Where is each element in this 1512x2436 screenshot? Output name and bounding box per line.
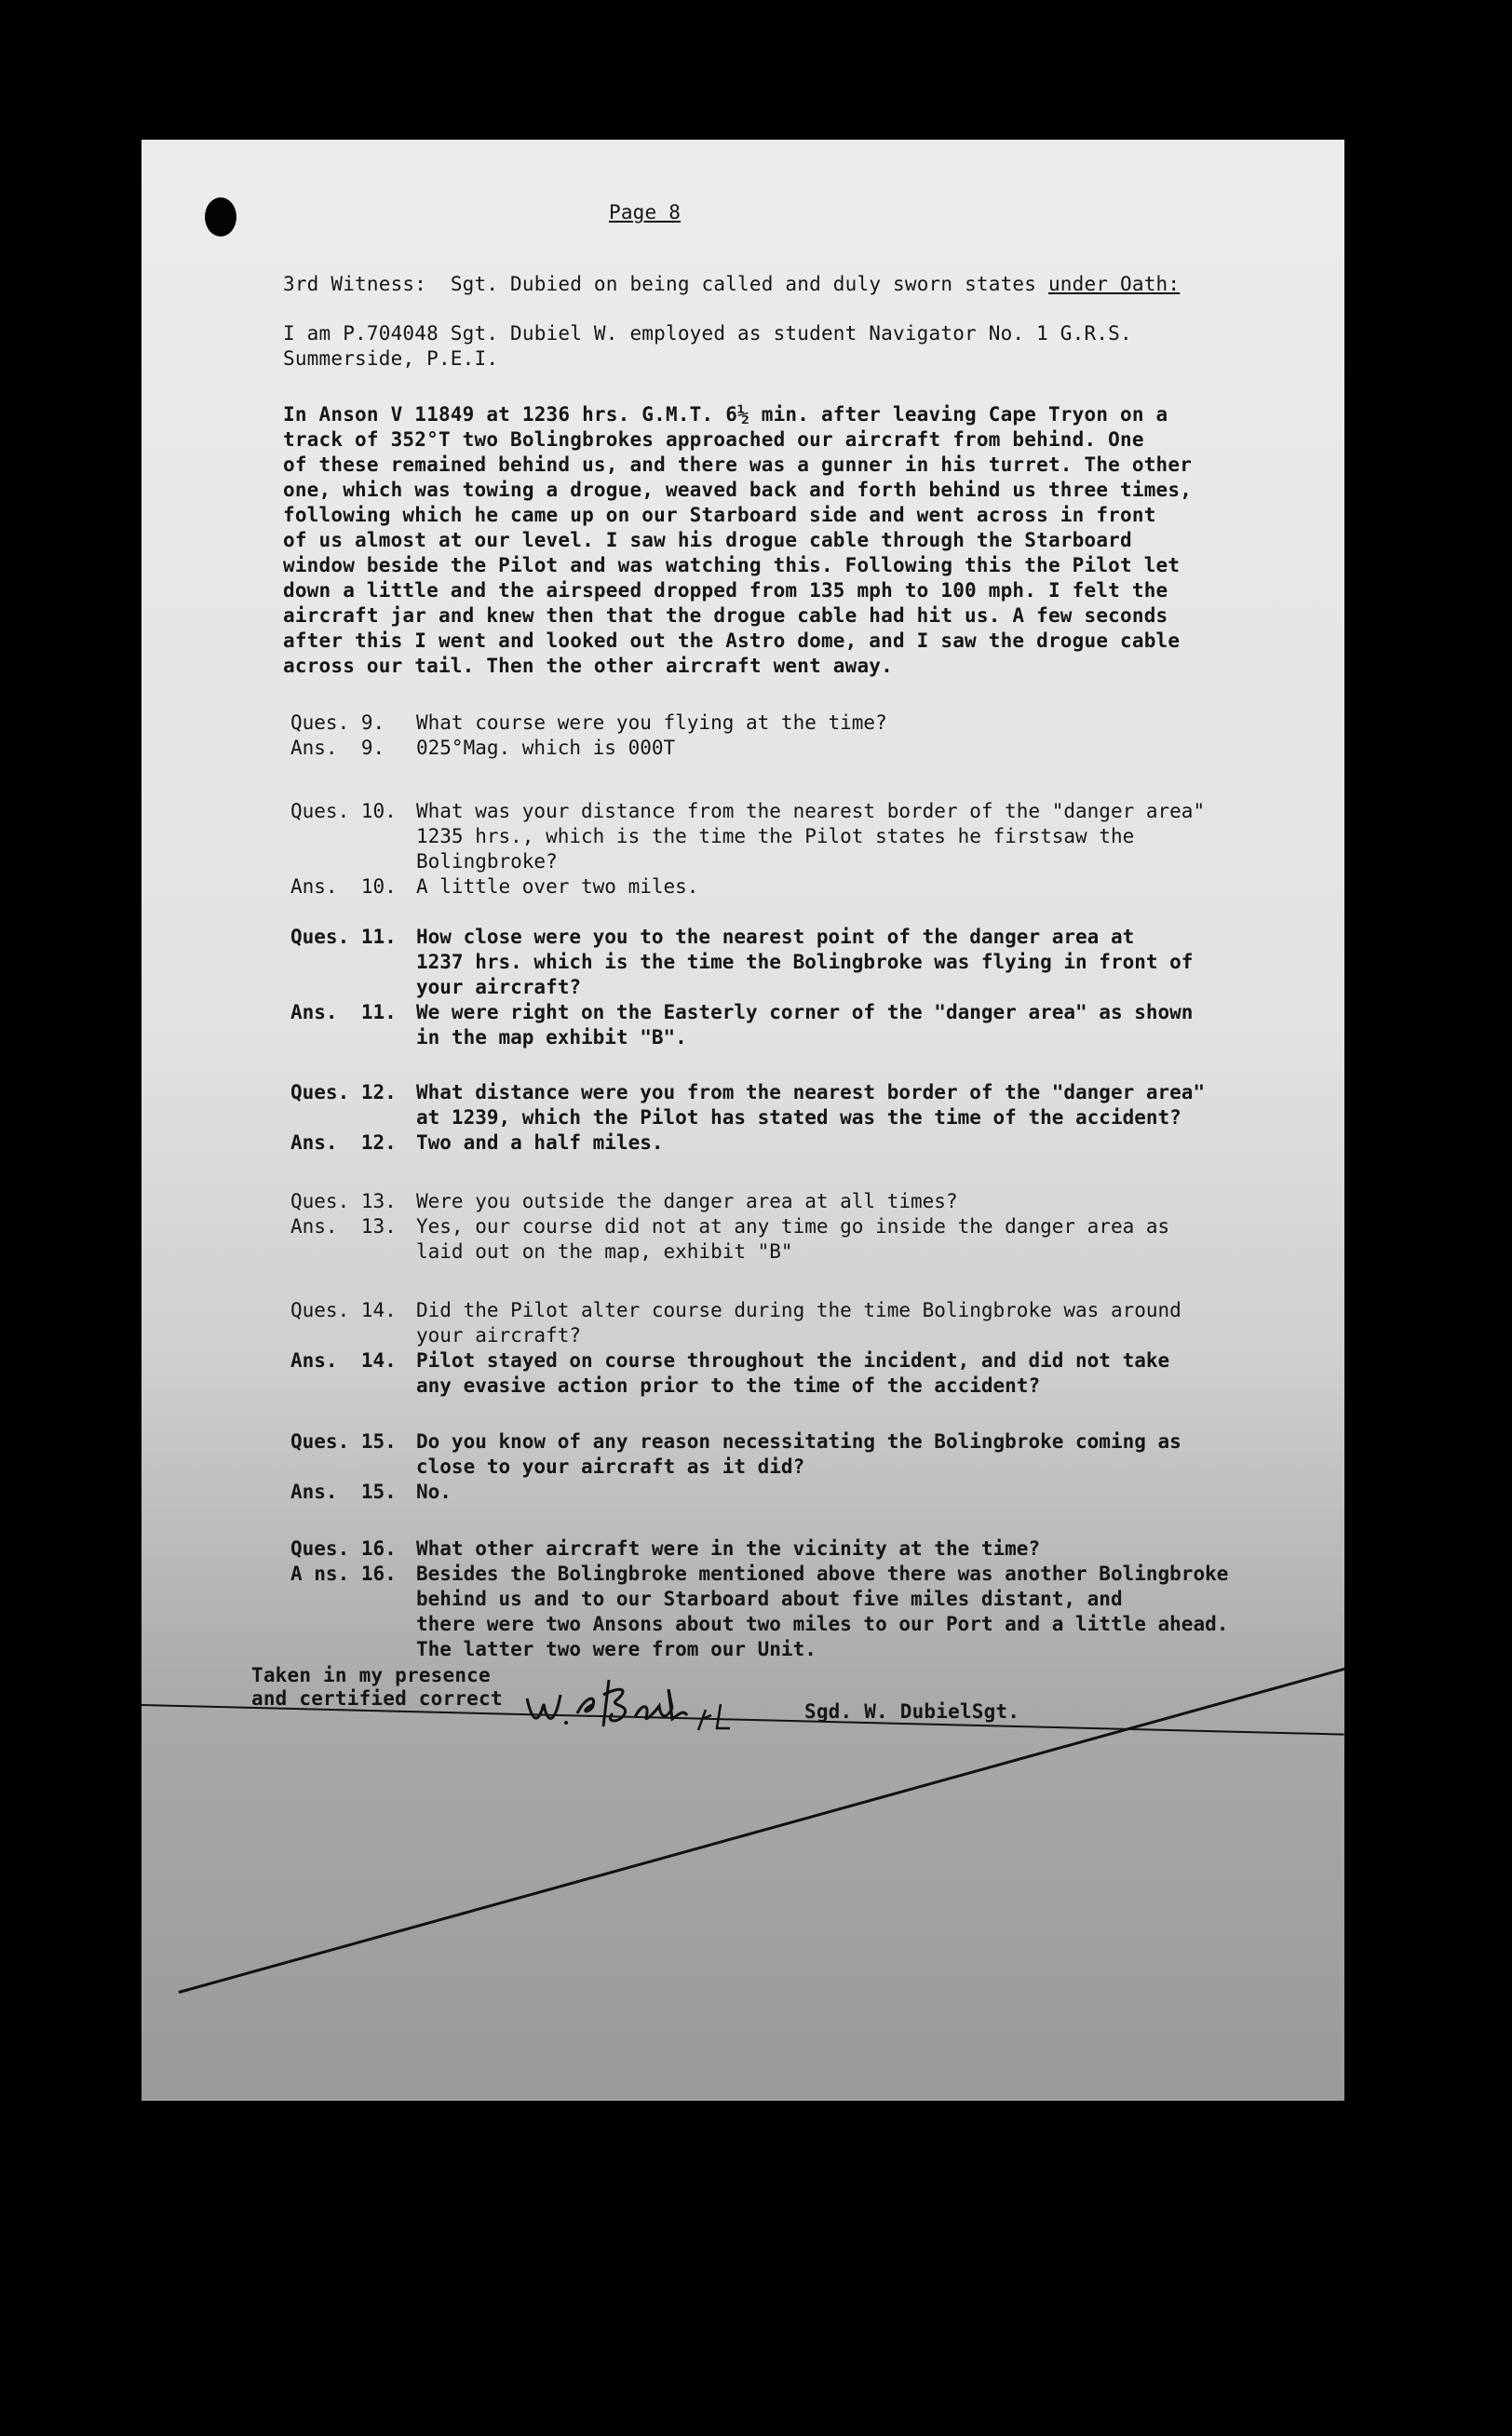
answer-16 (290, 1562, 1229, 1587)
answer-text: Two and a half miles. (416, 1131, 664, 1154)
question-label: Ques. 10. (290, 800, 397, 822)
witness-text: Sgt. Dubied on being called and duly sworn states (450, 273, 1037, 295)
answer-text: behind us and to our Starboard about five miles distant, and (416, 1588, 1123, 1610)
answer-label: A ns. 16. (290, 1563, 397, 1585)
punch-hole (205, 197, 236, 237)
answer-14-cont (290, 1374, 1041, 1399)
question-label: Ques. 12. (290, 1081, 397, 1103)
answer-11-cont (290, 1025, 687, 1050)
statement-line: down a little and the airspeed dropped from 135 mph to 100 mph. I felt the (283, 579, 1168, 602)
question-11 (290, 925, 1135, 950)
identity-line-1: I am P.704048 Sgt. Dubiel W. employed as student Navigator No. 1 G.R.S. (283, 322, 1132, 345)
witness-line (283, 272, 1180, 297)
statement-line: In Anson V 11849 at 1236 hrs. G.M.T. 6½ min. after leaving Cape Tryon on a (283, 403, 1168, 426)
question-text: Did the Pilot alter course during the time Bolingbroke was around (416, 1299, 1181, 1321)
question-12-cont (290, 1105, 1181, 1130)
answer-16-cont (290, 1587, 1123, 1612)
question-text: What other aircraft were in the vicinity at the time? (416, 1537, 1041, 1560)
answer-text: We were right on the Easterly corner of the "danger area" as shown (416, 1001, 1194, 1023)
answer-13 (290, 1214, 1170, 1239)
question-12 (290, 1080, 1206, 1105)
taken-in-presence: Taken in my presence (251, 1664, 491, 1686)
statement-line: of us almost at our level. I saw his drogue cable through the Starboard (283, 529, 1132, 551)
officer-signature-text: W. E. Earle F/L (520, 1667, 529, 1668)
question-10-cont (290, 824, 1135, 849)
statement-line: aircraft jar and knew then that the drogue cable had hit us. A few seconds (283, 604, 1168, 627)
question-text: Bolingbroke? (416, 850, 558, 873)
question-text: your aircraft? (416, 976, 582, 998)
statement-line: track of 352°T two Bolingbrokes approached our aircraft from behind. One (283, 428, 1144, 451)
question-15 (290, 1429, 1181, 1455)
question-text: Do you know of any reason necessitating the Bolingbroke coming as (416, 1430, 1181, 1453)
answer-15 (290, 1480, 452, 1505)
question-text: at 1239, which the Pilot has stated was the time of the accident? (416, 1106, 1181, 1129)
question-text: How close were you to the nearest point of the danger area at (416, 926, 1135, 948)
answer-label: Ans. 14. (290, 1349, 397, 1372)
question-14 (290, 1298, 1181, 1323)
question-label: Ques. 11. (290, 926, 397, 948)
question-9 (290, 710, 887, 736)
question-16 (290, 1536, 1041, 1562)
question-label: Ques. 13. (290, 1190, 397, 1212)
question-10 (290, 799, 1206, 824)
statement-line: after this I went and looked out the Astro dome, and I saw the drogue cable (283, 629, 1181, 652)
question-15-cont (290, 1455, 805, 1480)
certified-correct: and certified correct (251, 1687, 503, 1710)
answer-text: Besides the Bolingbroke mentioned above there was another Bolingbroke (416, 1563, 1229, 1585)
answer-label: Ans. 13. (290, 1215, 397, 1238)
answer-label: Ans. 15. (290, 1481, 397, 1503)
answer-11 (290, 1000, 1194, 1025)
question-text: What was your distance from the nearest border of the "danger area" (416, 800, 1206, 822)
question-10-cont (290, 849, 558, 874)
question-text: your aircraft? (416, 1324, 582, 1347)
question-text: What course were you flying at the time? (416, 711, 887, 734)
answer-text: Yes, our course did not at any time go inside the danger area as (416, 1215, 1170, 1238)
question-text: close to your aircraft as it did? (416, 1455, 805, 1478)
answer-text: A little over two miles. (416, 875, 699, 898)
answer-text: No. (416, 1481, 452, 1503)
identity-line-2: Summerside, P.E.I. (283, 347, 499, 370)
question-label: Ques. 16. (290, 1537, 397, 1560)
question-11-cont (290, 975, 582, 1000)
answer-10 (290, 874, 699, 900)
question-text: 1235 hrs., which is the time the Pilot states he firstsaw the (416, 825, 1135, 847)
answer-text: any evasive action prior to the time of the accident? (416, 1374, 1041, 1397)
oath-text: under Oath: (1047, 273, 1181, 295)
officer-signature (520, 1667, 762, 1741)
answer-text: laid out on the map, exhibit "B" (416, 1240, 793, 1263)
document-page (142, 140, 1344, 2101)
answer-12 (290, 1130, 664, 1156)
statement-line: window beside the Pilot and was watching this. Following this the Pilot let (283, 554, 1181, 576)
answer-text: 025°Mag. which is 000T (416, 737, 676, 759)
answer-text: in the map exhibit "B". (416, 1026, 687, 1049)
question-text: What distance were you from the nearest border of the "danger area" (416, 1081, 1206, 1103)
answer-13-cont (290, 1239, 793, 1265)
answer-text: there were two Ansons about two miles to our Port and a little ahead. (416, 1613, 1229, 1635)
answer-9 (290, 736, 676, 761)
answer-label: Ans. 12. (290, 1131, 397, 1154)
question-14-cont (290, 1323, 582, 1348)
statement-line: of these remained behind us, and there was a gunner in his turret. The other (283, 453, 1193, 476)
answer-text: The latter two were from our Unit. (416, 1638, 817, 1660)
answer-label: Ans. 10. (290, 875, 397, 898)
question-11-cont (290, 950, 1194, 975)
answer-label: Ans. 9. (290, 737, 385, 759)
answer-16-cont (290, 1612, 1229, 1637)
page-number: Page 8 (609, 201, 682, 223)
witness-signature: Sgd. W. DubielSgt. (804, 1700, 1020, 1723)
witness-label: 3rd Witness: (283, 273, 427, 295)
statement-line: following which he came up on our Starboard side and went across in front (283, 504, 1156, 526)
question-label: Ques. 9. (290, 711, 385, 734)
question-text: 1237 hrs. which is the time the Bolingbroke was flying in front of (416, 951, 1194, 973)
answer-14 (290, 1348, 1170, 1374)
question-label: Ques. 14. (290, 1299, 397, 1321)
question-text: Were you outside the danger area at all times? (416, 1190, 958, 1212)
answer-16-cont (290, 1637, 817, 1662)
statement-line: across our tail. Then the other aircraft went away. (283, 655, 893, 677)
answer-label: Ans. 11. (290, 1001, 397, 1023)
question-label: Ques. 15. (290, 1430, 397, 1453)
question-13 (290, 1189, 958, 1214)
statement-line: one, which was towing a drogue, weaved back and forth behind us three times, (283, 479, 1193, 501)
answer-text: Pilot stayed on course throughout the incident, and did not take (416, 1349, 1170, 1372)
